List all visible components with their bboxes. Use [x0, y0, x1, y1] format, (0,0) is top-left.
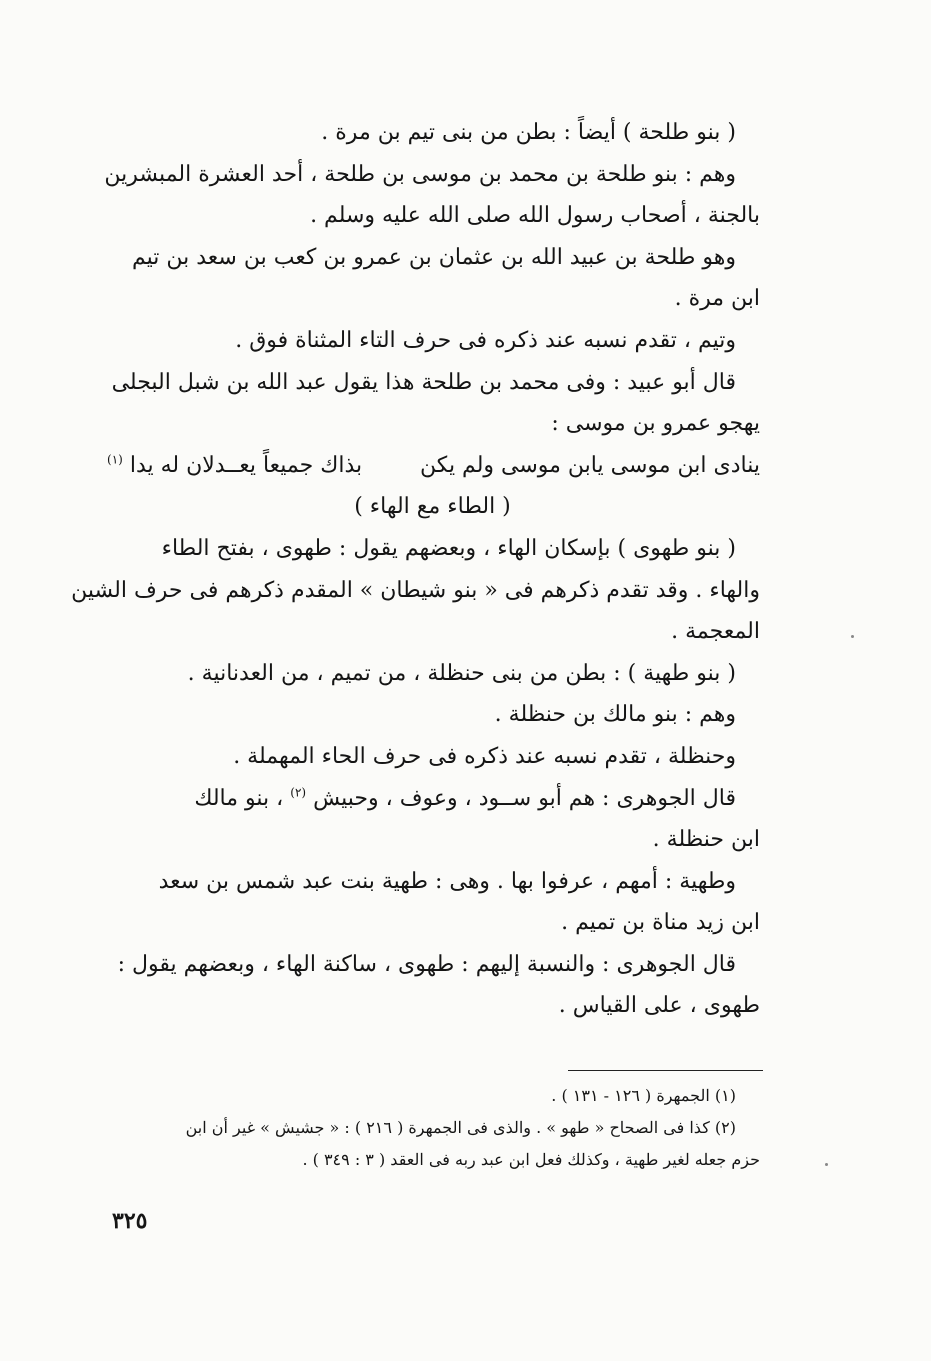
text-line: (١) الجمهرة ( ١٢٦ - ١٣١ ) .: [551, 1086, 736, 1105]
text-line: بالجنة ، أصحاب رسول الله صلى الله عليه وسلم .: [310, 203, 760, 229]
text-line: وحنظلة ، تقدم نسبه عند ذكره فى حرف الحاء المهملة .: [233, 743, 736, 769]
text-line: والهاء . وقد تقدم ذكرهم فى « بنو شيطان » المقدم ذكرهم فى حرف الشين: [71, 577, 760, 603]
text-line: ابن زيد مناة بن تميم .: [561, 910, 760, 936]
verse-line: [105, 445, 760, 487]
section-heading: ( الطاء مع الهاء ): [354, 494, 511, 520]
jawhari-line: [105, 778, 760, 820]
text-line: ابن مرة .: [674, 286, 760, 312]
text-line: ابن حنظلة .: [652, 827, 760, 853]
footnote-separator: [568, 1070, 763, 1071]
body-block-2: [71, 528, 760, 778]
body-block-1: [105, 112, 760, 445]
jawhari-line-after: ، بنو مالك: [194, 785, 284, 811]
text-line: ( بنو طهية ) : بطن من بنى حنظلة ، من تميم ، من العدنانية .: [187, 660, 736, 686]
text-line: (٢) كذا فى الصحاح « طهو » . والذى فى الجمهرة ( ٢١٦ ) : « جشيش » غير أن ابن: [185, 1118, 736, 1137]
footnote-marker-2: (٢): [290, 785, 307, 800]
page-body: [71, 112, 760, 1027]
page-number: ٣٢٥: [112, 1208, 148, 1234]
text-line: ( بنو طهوى ) بإسكان الهاء ، وبعضهم يقول : طهوى ، بفتح الطاء: [161, 535, 736, 561]
text-line: وهم : بنو مالك بن حنظلة .: [494, 702, 736, 728]
text-line: وطهية : أمهم ، عرفوا بها . وهى : طهية بنت عبد شمس بن سعد: [158, 868, 736, 894]
verse-second-text: بذاك جميعاً يعــدلان له يدا: [129, 452, 363, 478]
body-block-3: [105, 819, 760, 1027]
text-line: وهو طلحة بن عبيد الله بن عثمان بن عمرو بن كعب بن سعد بن تيم: [132, 244, 736, 270]
text-line: طهوى ، على القياس .: [558, 993, 760, 1019]
jawhari-line-before: قال الجوهرى : هم أبو ســود ، وعوف ، وحبيش: [313, 785, 736, 811]
scan-speck: [825, 1163, 828, 1166]
verse-second-hemistich: [107, 445, 362, 487]
text-line: ( بنو طلحة ) أيضاً : بطن من بنى تيم بن مرة .: [321, 120, 736, 145]
verse-first-hemistich: ينادى ابن موسى يابن موسى ولم يكن: [420, 452, 760, 478]
text-line: وتيم ، تقدم نسبه عند ذكره فى حرف التاء المثناة فوق .: [235, 327, 736, 353]
footnotes: [108, 1080, 760, 1176]
text-line: قال أبو عبيد : وفى محمد بن طلحة هذا يقول عبد الله بن شبل البجلى: [111, 369, 736, 395]
scan-speck: [851, 635, 854, 638]
text-line: حزم جعله لغير طهية ، وكذلك فعل ابن عبد ربه فى العقد ( ٣ : ٣٤٩ ) .: [302, 1150, 760, 1169]
footnote-marker-1: (١): [107, 452, 123, 467]
text-line: المعجمة .: [671, 619, 760, 645]
text-line: وهم : بنو طلحة بن محمد بن موسى بن طلحة ، أحد العشرة المبشرين: [104, 161, 736, 187]
text-line: قال الجوهرى : والنسبة إليهم : طهوى ، ساكنة الهاء ، وبعضهم يقول :: [117, 951, 736, 977]
text-line: يهجو عمرو بن موسى :: [551, 411, 760, 437]
